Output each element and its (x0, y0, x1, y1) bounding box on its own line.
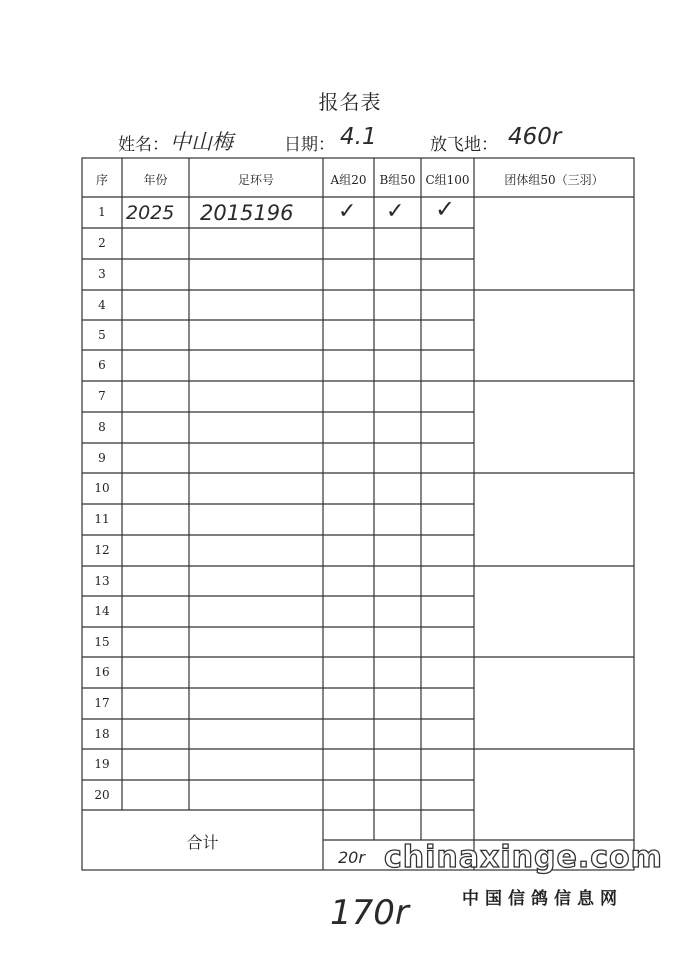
row-number: 12 (94, 543, 110, 557)
row-number: 10 (94, 481, 110, 495)
row-number: 15 (94, 635, 110, 649)
row-number: 8 (98, 420, 106, 434)
watermark-domain: chinaxinge.com (384, 840, 663, 875)
form-title: 报名表 (318, 90, 382, 114)
release-location-value: 460r (508, 124, 562, 150)
release-location-label: 放飞地： (430, 135, 498, 155)
watermark-subtitle: 中国信鸽信息网 (462, 889, 623, 909)
row-number: 2 (98, 236, 106, 250)
row-number: 9 (98, 451, 106, 465)
row-number: 6 (98, 358, 106, 372)
row-number: 16 (94, 665, 110, 679)
row1-year: 2025 (126, 202, 175, 224)
row1-group-c-check: ✓ (435, 195, 456, 223)
row-number: 11 (94, 512, 110, 526)
row-number: 19 (94, 757, 110, 771)
row1-group-a-check: ✓ (338, 199, 357, 224)
row-number: 1 (98, 205, 106, 219)
row-number: 17 (94, 696, 110, 710)
row-number: 3 (98, 267, 106, 281)
header-year: 年份 (143, 173, 168, 187)
handwritten-total: 170r (330, 893, 409, 933)
row-number: 5 (98, 328, 106, 342)
row1-group-b-check: ✓ (386, 199, 405, 224)
row-number: 18 (94, 727, 110, 741)
header-group-b: B组50 (379, 173, 416, 187)
name-label: 姓名： (118, 135, 169, 155)
header-seq: 序 (95, 173, 108, 187)
row-number: 14 (94, 604, 110, 618)
row-number: 20 (94, 788, 110, 802)
date-value: 4.1 (340, 124, 377, 150)
total-label: 合计 (186, 833, 219, 852)
row-number: 13 (94, 574, 110, 588)
header-ring-number: 足环号 (237, 173, 274, 187)
total-value: 20r (338, 848, 365, 867)
header-group-a: A组20 (330, 173, 367, 187)
date-label: 日期： (284, 135, 335, 155)
header-group-c: C组100 (425, 173, 470, 187)
row1-ring-number: 2015196 (200, 201, 294, 225)
header-team-group: 团体组50（三羽） (504, 173, 604, 187)
row-number: 7 (98, 389, 106, 403)
name-value: 中山梅 (170, 130, 233, 154)
row-number: 4 (98, 298, 106, 312)
